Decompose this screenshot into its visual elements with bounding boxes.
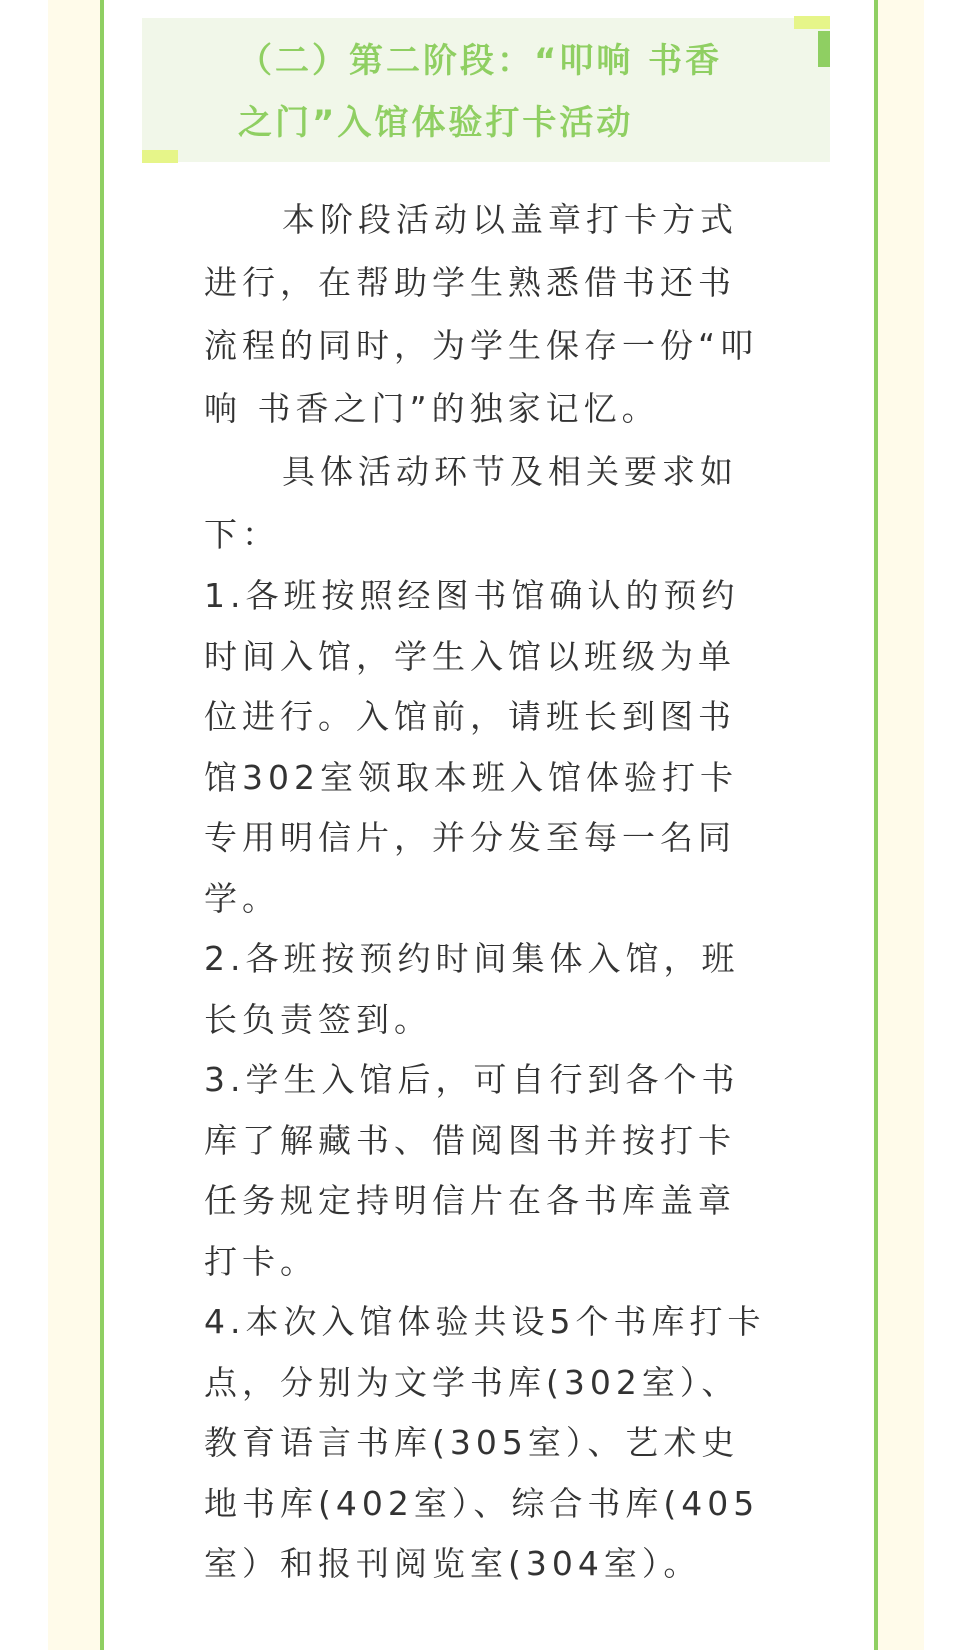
- requirement-item-2: 2.各班按预约时间集体入馆，班长负责签到。: [204, 939, 740, 1039]
- requirement-item-3: 3.学生入馆后，可自行到各个书库了解藏书、借阅图书并按打卡任务规定持明信片在各书库盖章打卡。: [204, 1060, 740, 1281]
- requirements-intro: 具体活动环节及相关要求如下：: [204, 452, 738, 554]
- requirement-item-4: 4.本次入馆体验共设5个书库打卡点，分别为文学书库(302室）、教育语言书库(305室）、艺术史地书库(402室）、综合书库(405室）和报刊阅览室(304室）。: [204, 1302, 766, 1583]
- decor-corner-bar-top-right: [794, 16, 830, 29]
- article-body: [204, 188, 768, 1595]
- decor-corner-stub-top-right: [818, 31, 830, 67]
- intro-paragraph: 本阶段活动以盖章打卡方式进行，在帮助学生熟悉借书还书流程的同时，为学生保存一份“叩响 书香之门”的独家记忆。: [204, 200, 759, 428]
- decor-corner-bar-bottom-left: [142, 150, 178, 163]
- requirement-item-1: 1.各班按照经图书馆确认的预约时间入馆，学生入馆以班级为单位进行。入馆前，请班长到图书馆302室领取本班入馆体验打卡专用明信片，并分发至每一名同学。: [204, 576, 740, 918]
- section-title: （二）第二阶段：“叩响 书香之门”入馆体验打卡活动: [238, 41, 723, 143]
